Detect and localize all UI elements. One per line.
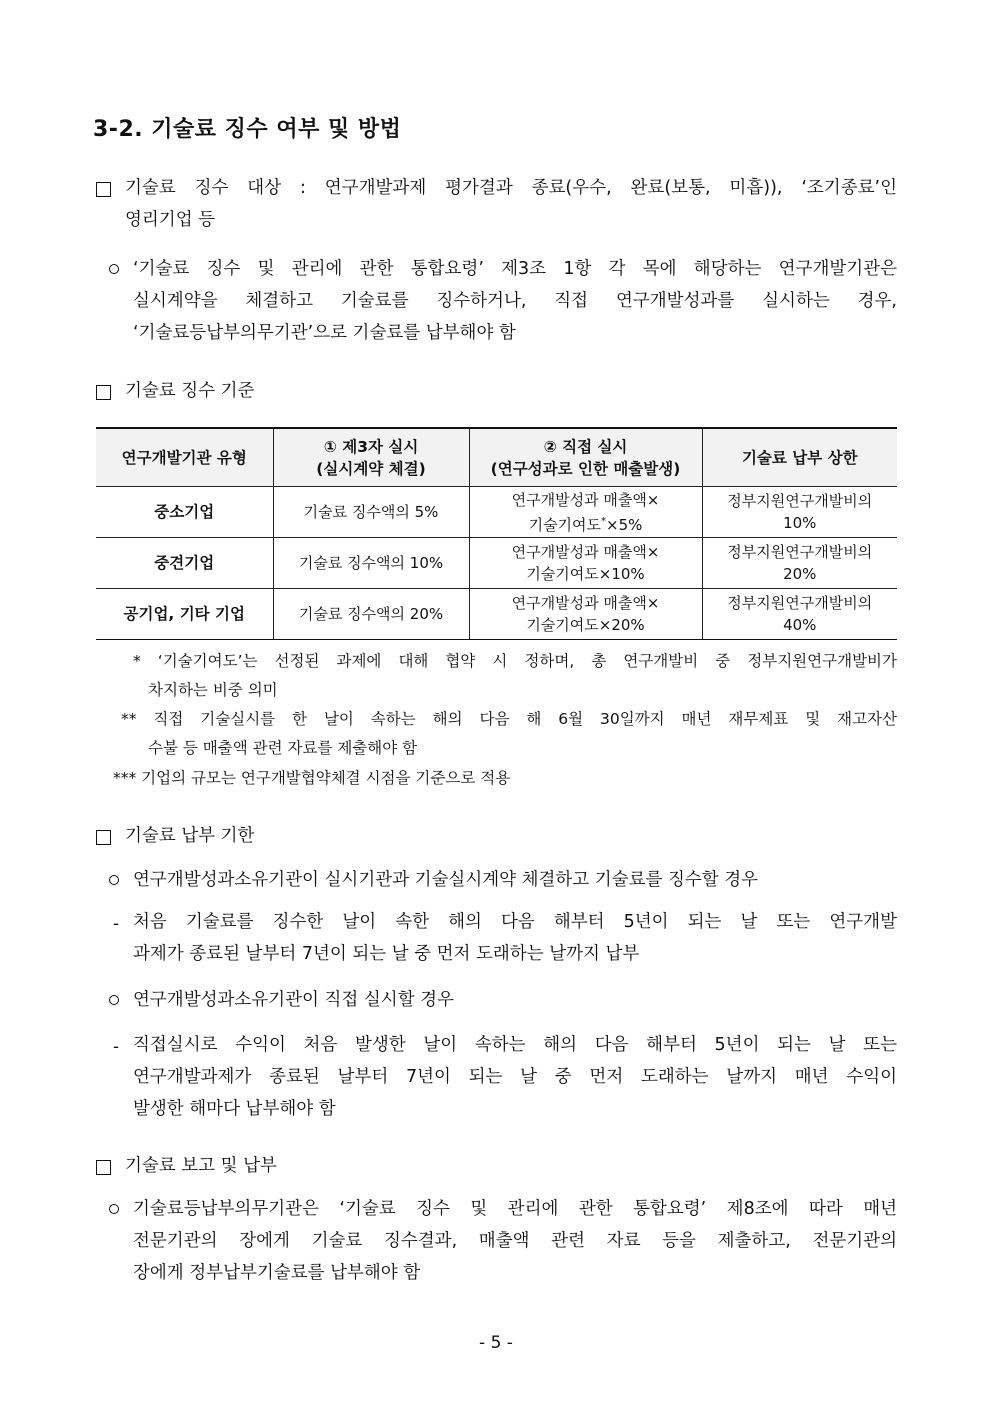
table-header-row: [96, 428, 897, 487]
sec4-title: 기술료 보고 및 납부: [125, 1156, 277, 1176]
sec3-dash1-line2: 과제가 종료된 날부터 7년이 되는 날 중 먼저 도래하는 날까지 납부: [133, 944, 640, 964]
company-type-cell: 중견기업: [96, 538, 273, 589]
direct-line2: 기술기여도: [528, 515, 602, 534]
cap-cell: [702, 589, 897, 640]
direct-line1: 연구개발성과 매출액×: [511, 543, 660, 561]
sec1-bullet-line1: ‘기술료 징수 및 관리에 관한 통합요령’ 제3조 1항 각 목에 해당하는 연구개발기관은: [133, 259, 897, 279]
sec3-bullet1: 연구개발성과소유기관이 실시기관과 기술실시계약 체결하고 기술료를 징수할 경우: [133, 870, 759, 890]
header-label: 기술료 납부 상한: [741, 448, 858, 467]
third-party-cell: 기술료 징수액의 10%: [273, 538, 469, 589]
table-row: [96, 487, 897, 538]
sec1-bullet-line3: ‘기술료등납부의무기관’으로 기술료를 납부해야 함: [133, 323, 516, 343]
sec3-dash2-line2: 연구개발과제가 종료된 날부터 7년이 되는 날 중 먼저 도래하는 날까지 매년 수익이: [133, 1067, 897, 1087]
header-cell: [96, 428, 273, 487]
sec3-bullet2: 연구개발성과소유기관이 직접 실시할 경우: [133, 990, 454, 1010]
direct-cell: [469, 487, 702, 538]
sec4-bullet-line1: 기술료등납부의무기관은 ‘기술료 징수 및 관리에 관한 통합요령’ 제8조에 따라 매년: [133, 1199, 897, 1219]
checkbox-square-icon: [96, 1160, 111, 1175]
third-party-cell: 기술료 징수액의 20%: [273, 589, 469, 640]
footnote-2-line2: 수불 등 매출액 관련 자료를 제출해야 함: [148, 739, 418, 757]
footnote-1-line2: 차지하는 비중 의미: [148, 681, 278, 699]
sec4-bullet-line2: 전문기관의 장에게 기술료 징수결과, 매출액 관련 자료 등을 제출하고, 전문기관의: [133, 1231, 897, 1251]
footnote-1-line1: * ‘기술기여도’는 선정된 과제에 대해 협약 시 정하며, 총 연구개발비 중 정부지원연구개발비가: [133, 652, 897, 670]
header-label: ② 직접 실시: [543, 437, 628, 456]
dash-bullet-icon: -: [113, 1037, 120, 1057]
direct-cell: [469, 538, 702, 589]
dash-bullet-icon: -: [113, 914, 120, 934]
table-row: [96, 589, 897, 640]
header-sublabel: (연구성과로 인한 매출발생): [490, 459, 681, 478]
header-sublabel: (실시계약 체결): [316, 459, 426, 478]
page-number: - 5 -: [479, 1333, 513, 1353]
header-label: ① 제3자 실시: [323, 437, 419, 456]
sec3-dash2-line1: 직접실시로 수익이 처음 발생한 날이 속하는 해의 다음 해부터 5년이 되는 날 또는: [133, 1035, 897, 1055]
cap-cell: [702, 538, 897, 589]
checkbox-square-icon: [96, 385, 111, 400]
checkbox-square-icon: [96, 182, 111, 197]
sec4-bullet-line3: 장에게 정부납부기술료를 납부해야 함: [133, 1263, 421, 1283]
cap-line1: 정부지원연구개발비의: [727, 492, 873, 510]
company-type-cell: 중소기업: [96, 487, 273, 538]
sec1-title-line2: 영리기업 등: [125, 210, 216, 230]
footnote-3: *** 기업의 규모는 연구개발협약체결 시점을 기준으로 적용: [113, 769, 511, 787]
header-label: 연구개발기관 유형: [121, 448, 247, 467]
cap-percent: 10%: [783, 514, 817, 532]
direct-cell: [469, 589, 702, 640]
cap-percent: 20%: [783, 565, 817, 583]
direct-line1: 연구개발성과 매출액×: [511, 490, 660, 509]
cap-cell: [702, 487, 897, 538]
cap-line1: 정부지원연구개발비의: [727, 594, 873, 612]
circle-bullet-icon: [109, 264, 119, 274]
circle-bullet-icon: [109, 1204, 119, 1214]
royalty-criteria-table: [96, 427, 897, 640]
sec1-title-line1: 기술료 징수 대상 : 연구개발과제 평가결과 종료(우수, 완료(보통, 미흡)), ‘조기종료’인: [125, 178, 897, 198]
sec3-title: 기술료 납부 기한: [125, 826, 255, 846]
direct-line2: 기술기여도×10%: [526, 565, 645, 583]
circle-bullet-icon: [109, 875, 119, 885]
company-type-cell: 공기업, 기타 기업: [96, 589, 273, 640]
table-row: [96, 538, 897, 589]
footnote-2-line1: ** 직접 기술실시를 한 날이 속하는 해의 다음 해 6월 30일까지 매년 재무제표 및 재고자산: [121, 710, 897, 728]
direct-line1: 연구개발성과 매출액×: [511, 594, 660, 612]
cap-line1: 정부지원연구개발비의: [727, 543, 873, 561]
sec3-dash1-line1: 처음 기술료를 징수한 날이 속한 해의 다음 해부터 5년이 되는 날 또는 연구개발: [133, 912, 897, 932]
direct-line2: 기술기여도×20%: [526, 616, 645, 634]
third-party-cell: 기술료 징수액의 5%: [273, 487, 469, 538]
section-heading: 3-2. 기술료 징수 여부 및 방법: [93, 117, 402, 142]
direct-line2-rate: ×5%: [606, 515, 643, 534]
sec3-dash2-line3: 발생한 해마다 납부해야 함: [133, 1099, 336, 1119]
header-cell: [702, 428, 897, 487]
header-cell: [273, 428, 469, 487]
cap-percent: 40%: [783, 616, 817, 634]
sec2-title: 기술료 징수 기준: [125, 381, 255, 401]
sec1-bullet-line2: 실시계약을 체결하고 기술료를 징수하거나, 직접 연구개발성과를 실시하는 경우,: [133, 291, 897, 311]
footnote-marker: *: [601, 515, 607, 527]
circle-bullet-icon: [109, 995, 119, 1005]
checkbox-square-icon: [96, 830, 111, 845]
header-cell: [469, 428, 702, 487]
